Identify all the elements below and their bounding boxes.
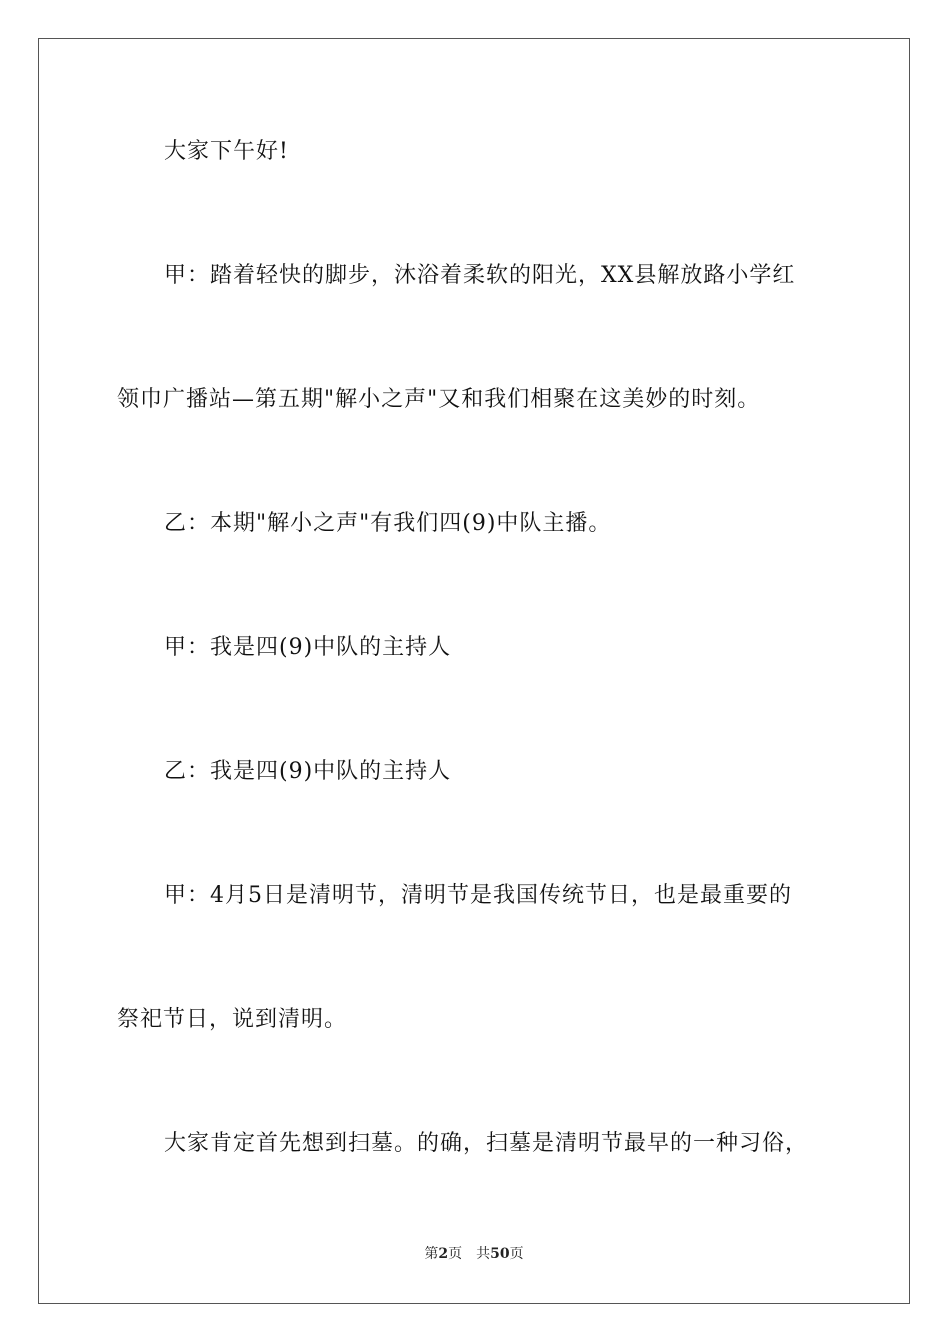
footer-page-number: 2 xyxy=(438,1246,449,1262)
footer-total-prefix: 共 xyxy=(476,1246,491,1262)
footer-total-suffix: 页 xyxy=(509,1246,524,1262)
paragraph-line-7: 甲：4月5日是清明节，清明节是我国传统节日，也是最重要的 xyxy=(164,883,792,908)
paragraph-line-4: 乙：本期"解小之声"有我们四(9)中队主播。 xyxy=(164,511,612,536)
paragraph-line-9: 大家肯定首先想到扫墓。的确，扫墓是清明节最早的一种习俗， xyxy=(164,1131,809,1156)
paragraph-line-1: 大家下午好! xyxy=(164,139,289,164)
paragraph-line-6: 乙：我是四(9)中队的主持人 xyxy=(164,759,452,784)
page-frame xyxy=(38,38,910,1304)
footer-page-prefix: 第 xyxy=(424,1246,439,1262)
footer-page-suffix: 页 xyxy=(448,1246,463,1262)
page-footer xyxy=(39,1244,909,1264)
footer-total-number: 50 xyxy=(490,1246,510,1262)
paragraph-line-3: 领巾广播站—第五期"解小之声"又和我们相聚在这美妙的时刻。 xyxy=(117,387,761,412)
paragraph-line-5: 甲：我是四(9)中队的主持人 xyxy=(164,635,452,660)
paragraph-line-2: 甲：踏着轻快的脚步，沐浴着柔软的阳光，XX县解放路小学红 xyxy=(164,263,796,288)
paragraph-line-8: 祭祀节日，说到清明。 xyxy=(117,1007,348,1032)
